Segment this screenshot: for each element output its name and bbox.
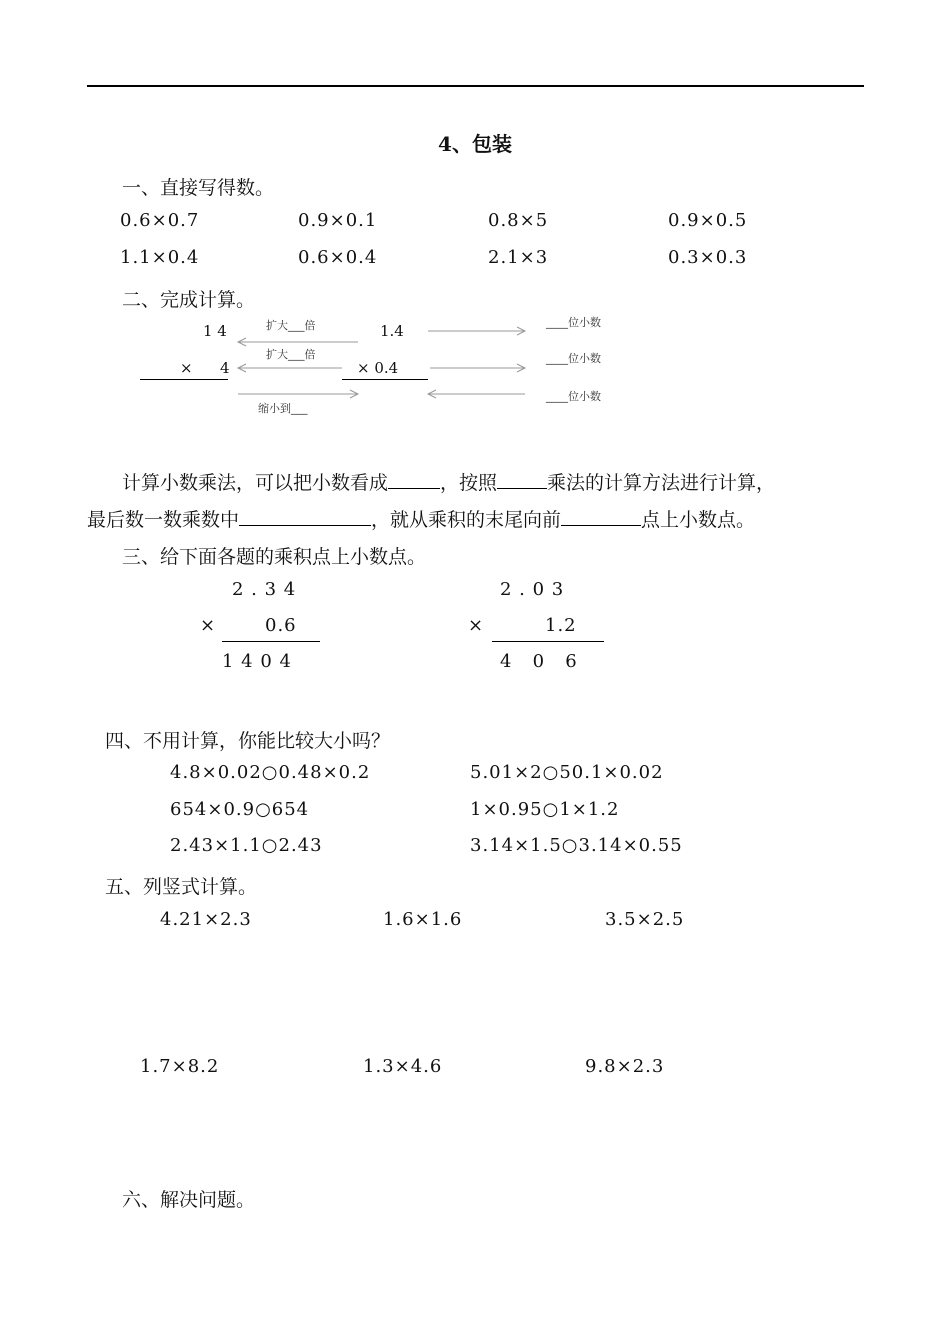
vertical-calc-problem: 1.6×1.6 <box>383 909 463 930</box>
problem: 0.3×0.3 <box>668 247 748 268</box>
compare-item: 5.01×2○50.1×0.02 <box>470 762 664 783</box>
vertical-problem-1-multiplier: 0.6 <box>265 615 297 636</box>
right-top-number: 1.4 <box>380 322 404 340</box>
section-4-heading: 四、不用计算，你能比较大小吗？ <box>105 730 391 752</box>
text: 乘法的计算方法进行计算， <box>547 472 776 494</box>
problem: 1.1×0.4 <box>120 247 200 268</box>
vertical-problem-1-result: 1 4 0 4 <box>222 651 292 672</box>
vertical-calc-problem: 1.3×4.6 <box>363 1056 443 1077</box>
page-title: 4、包装 <box>438 132 512 156</box>
text: ，按照 <box>440 472 498 494</box>
vertical-calc-problem: 3.5×2.5 <box>605 909 685 930</box>
expand-label: 扩大___倍 <box>266 348 316 361</box>
rule-paragraph-line-2 <box>87 505 755 532</box>
vertical-problem-2-top: 2 . 0 3 <box>500 579 565 600</box>
vertical-problem-1-line <box>222 641 320 642</box>
vertical-calc-problem: 4.21×2.3 <box>160 909 252 930</box>
vertical-problem-1-operator: × <box>200 615 217 636</box>
problem: 0.9×0.5 <box>668 210 748 231</box>
section-6-heading: 六、解决问题。 <box>122 1189 256 1211</box>
decimal-places-blank: ____位小数 <box>546 316 601 329</box>
rule-paragraph-line-1 <box>122 468 775 495</box>
vertical-calc-problem: 1.7×8.2 <box>140 1056 220 1077</box>
problem: 2.1×3 <box>488 247 549 268</box>
problem: 0.9×0.1 <box>298 210 378 231</box>
left-top-number: 1 4 <box>203 322 227 340</box>
problem: 0.6×0.7 <box>120 210 200 231</box>
compare-item: 1×0.95○1×1.2 <box>470 799 620 820</box>
decimal-places-blank: ____位小数 <box>546 352 601 365</box>
right-multiplier: × 0.4 <box>357 359 399 377</box>
section-3-heading: 三、给下面各题的乘积点上小数点。 <box>122 546 427 568</box>
vertical-problem-2-line <box>492 641 604 642</box>
section-5-heading: 五、列竖式计算。 <box>105 876 258 898</box>
decimal-places-blank: ____位小数 <box>546 390 601 403</box>
vertical-problem-1-top: 2 . 3 4 <box>232 579 297 600</box>
compare-item: 3.14×1.5○3.14×0.55 <box>470 835 683 856</box>
problem: 0.8×5 <box>488 210 549 231</box>
diagram-arrows <box>0 0 950 450</box>
text: 最后数一数乘数中 <box>87 509 240 531</box>
vertical-calc-problem: 9.8×2.3 <box>585 1056 665 1077</box>
compare-item: 4.8×0.02○0.48×0.2 <box>170 762 371 783</box>
left-multiplier: 4 <box>220 359 230 377</box>
compare-item: 654×0.9○654 <box>170 799 310 820</box>
text: ，就从乘积的末尾向前 <box>371 509 562 531</box>
vertical-problem-2-result: 4 0 6 <box>500 651 578 672</box>
compare-item: 2.43×1.1○2.43 <box>170 835 323 856</box>
left-operator: × <box>180 359 193 377</box>
section-1-heading: 一、直接写得数。 <box>122 177 275 199</box>
shrink-label: 缩小到___ <box>258 402 308 415</box>
vertical-problem-2-operator: × <box>468 615 485 636</box>
text: 点上小数点。 <box>641 509 756 531</box>
vertical-problem-2-multiplier: 1.2 <box>545 615 577 636</box>
problem: 0.6×0.4 <box>298 247 378 268</box>
fill-blank[interactable] <box>497 472 547 489</box>
fill-blank[interactable] <box>388 472 440 489</box>
fill-blank[interactable] <box>239 509 371 526</box>
fill-blank[interactable] <box>561 509 641 526</box>
expand-label: 扩大___倍 <box>266 319 316 332</box>
section-2-heading: 二、完成计算。 <box>122 289 256 311</box>
text: 计算小数乘法，可以把小数看成 <box>122 472 389 494</box>
